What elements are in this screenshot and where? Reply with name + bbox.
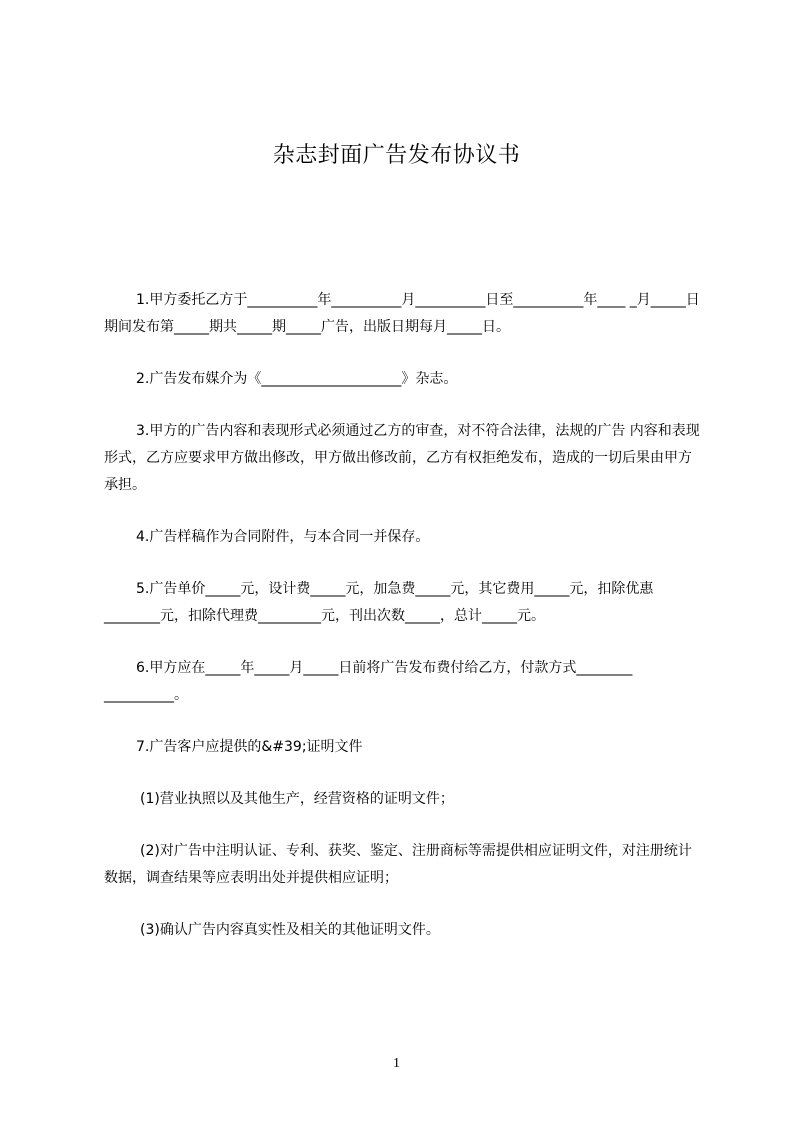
- clause-7-item-3: (3)确认广告内容真实性及相关的其他证明文件。: [140, 922, 440, 938]
- clause-3: 3.甲方的广告内容和表现形式必须通过乙方的审查，对不符合法律，法规的广告 内容和表现形式，乙方应要求甲方做出修改，甲方做出修改前，乙方有权拒绝发布，造成的一切后果由甲方承担。: [104, 423, 700, 493]
- clause-7-item-1: (1)营业执照以及其他生产，经营资格的证明文件；: [140, 791, 454, 807]
- clause-4: 4.广告样稿作为合同附件，与本合同一并保存。: [136, 529, 430, 545]
- document-title: 杂志封面广告发布协议书: [272, 143, 521, 168]
- page-number: 1: [393, 1056, 400, 1071]
- clause-7-item-2: (2)对广告中注明认证、专利、获奖、鉴定、注册商标等需提供相应证明文件，对注册统计数据，调查结果等应表明出处并提供相应证明；: [104, 843, 692, 886]
- document-body: [104, 287, 702, 969]
- clause-2: 2.广告发布媒介为《____________________》杂志。: [136, 371, 458, 387]
- clause-5: 5.广告单价_____元，设计费_____元，加急费_____元，其它费用_____元，扣除优惠________元，扣除代理费_________元，刊出次数_____，总计_____元。: [104, 581, 654, 624]
- clause-1: 1.甲方委托乙方于__________年__________月__________日至__________年____ _月_____日期间发布第_____期共_____期_____广告，出版日期每月_____日。: [104, 292, 700, 335]
- clause-6: 6.甲方应在_____年_____月_____日前将广告发布费付给乙方，付款方式________ __________。: [104, 660, 637, 703]
- clause-7: 7.广告客户应提供的&#39;证明文件: [136, 739, 363, 755]
